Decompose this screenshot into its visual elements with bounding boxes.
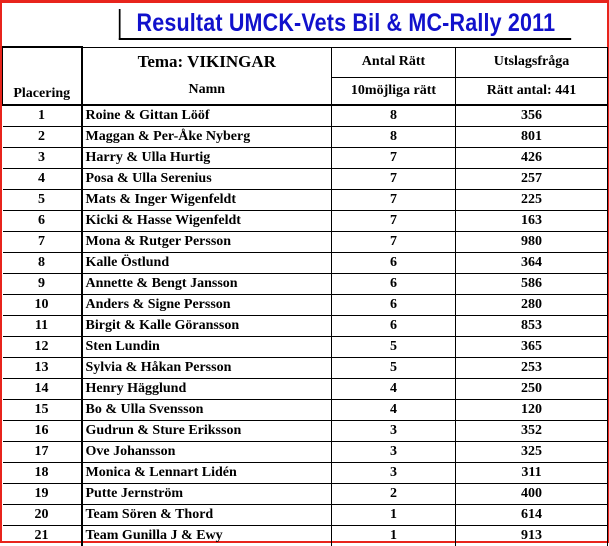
namn-cell: Roine & Gittan Lööf <box>82 105 332 127</box>
table-row <box>3 189 608 210</box>
antal-cell: 5 <box>332 357 456 378</box>
placering-cell: 16 <box>3 420 82 441</box>
utslag-cell: 225 <box>456 189 608 210</box>
corner-cell <box>3 3 82 47</box>
namn-cell: Team Gunilla J & Ewy <box>82 525 332 546</box>
sheet-title-text: Resultat UMCK-Vets Bil & MC-Rally 2011 <box>118 9 570 40</box>
placering-cell: 12 <box>3 336 82 357</box>
utslag-cell: 257 <box>456 168 608 189</box>
namn-header: Namn <box>82 77 332 105</box>
namn-cell: Bo & Ulla Svensson <box>82 399 332 420</box>
utslag-cell: 365 <box>456 336 608 357</box>
antal-cell: 8 <box>332 126 456 147</box>
namn-cell: Kalle Östlund <box>82 252 332 273</box>
utslagsfraga-header: Utslagsfråga <box>456 47 608 77</box>
placering-cell: 13 <box>3 357 82 378</box>
utslag-cell: 120 <box>456 399 608 420</box>
antal-cell: 7 <box>332 189 456 210</box>
utslag-cell: 280 <box>456 294 608 315</box>
antal-cell: 1 <box>332 504 456 525</box>
tema-header: Tema: VIKINGAR <box>82 47 332 77</box>
antal-cell: 3 <box>332 420 456 441</box>
table-row <box>3 273 608 294</box>
namn-cell: Anders & Signe Persson <box>82 294 332 315</box>
namn-cell: Posa & Ulla Serenius <box>82 168 332 189</box>
table-row <box>3 441 608 462</box>
namn-cell: Maggan & Per-Åke Nyberg <box>82 126 332 147</box>
table-row <box>3 357 608 378</box>
namn-cell: Mona & Rutger Persson <box>82 231 332 252</box>
table-row <box>3 462 608 483</box>
utslag-cell: 426 <box>456 147 608 168</box>
table-row <box>3 420 608 441</box>
antal-cell: 6 <box>332 273 456 294</box>
antal-cell: 7 <box>332 168 456 189</box>
utslag-cell: 853 <box>456 315 608 336</box>
namn-cell: Putte Jernström <box>82 483 332 504</box>
sheet-title <box>82 3 608 47</box>
utslag-cell: 356 <box>456 105 608 127</box>
placering-cell: 7 <box>3 231 82 252</box>
utslag-cell: 400 <box>456 483 608 504</box>
table-row <box>3 525 608 546</box>
utslag-cell: 801 <box>456 126 608 147</box>
utslag-cell: 325 <box>456 441 608 462</box>
table-row <box>3 126 608 147</box>
table-row <box>3 336 608 357</box>
placering-cell: 3 <box>3 147 82 168</box>
results-table <box>2 3 608 546</box>
table-row <box>3 504 608 525</box>
utslag-cell: 253 <box>456 357 608 378</box>
placering-cell: 2 <box>3 126 82 147</box>
utslag-cell: 614 <box>456 504 608 525</box>
namn-cell: Gudrun & Sture Eriksson <box>82 420 332 441</box>
antal-cell: 6 <box>332 315 456 336</box>
antal-cell: 6 <box>332 294 456 315</box>
table-row <box>3 483 608 504</box>
utslag-cell: 980 <box>456 231 608 252</box>
table-row <box>3 378 608 399</box>
antal-cell: 3 <box>332 462 456 483</box>
namn-cell: Mats & Inger Wigenfeldt <box>82 189 332 210</box>
antal-cell: 2 <box>332 483 456 504</box>
antal-cell: 7 <box>332 231 456 252</box>
placering-header: Placering <box>3 47 82 105</box>
utslag-cell: 364 <box>456 252 608 273</box>
table-row <box>3 168 608 189</box>
antal-cell: 8 <box>332 105 456 127</box>
table-row <box>3 399 608 420</box>
mojliga-header: 10möjliga rätt <box>332 77 456 105</box>
antal-cell: 6 <box>332 252 456 273</box>
title-row <box>3 3 608 47</box>
utslag-cell: 250 <box>456 378 608 399</box>
ratt-antal-header: Rätt antal: 441 <box>456 77 608 105</box>
utslag-cell: 586 <box>456 273 608 294</box>
utslag-cell: 311 <box>456 462 608 483</box>
placering-cell: 20 <box>3 504 82 525</box>
namn-cell: Annette & Bengt Jansson <box>82 273 332 294</box>
antal-cell: 4 <box>332 399 456 420</box>
antal-cell: 7 <box>332 210 456 231</box>
utslag-cell: 163 <box>456 210 608 231</box>
utslag-cell: 913 <box>456 525 608 546</box>
table-row <box>3 105 608 127</box>
namn-cell: Team Sören & Thord <box>82 504 332 525</box>
table-row <box>3 147 608 168</box>
namn-row <box>3 77 608 105</box>
placering-cell: 4 <box>3 168 82 189</box>
table-row <box>3 294 608 315</box>
namn-cell: Monica & Lennart Lidén <box>82 462 332 483</box>
placering-cell: 10 <box>3 294 82 315</box>
antal-cell: 5 <box>332 336 456 357</box>
placering-cell: 1 <box>3 105 82 127</box>
antal-ratt-header: Antal Rätt <box>332 47 456 77</box>
placering-cell: 6 <box>3 210 82 231</box>
namn-cell: Henry Hägglund <box>82 378 332 399</box>
antal-cell: 4 <box>332 378 456 399</box>
namn-cell: Kicki & Hasse Wigenfeldt <box>82 210 332 231</box>
placering-cell: 17 <box>3 441 82 462</box>
utslag-cell: 352 <box>456 420 608 441</box>
placering-cell: 19 <box>3 483 82 504</box>
namn-cell: Ove Johansson <box>82 441 332 462</box>
placering-cell: 11 <box>3 315 82 336</box>
namn-cell: Birgit & Kalle Göransson <box>82 315 332 336</box>
placering-cell: 8 <box>3 252 82 273</box>
namn-cell: Harry & Ulla Hurtig <box>82 147 332 168</box>
antal-cell: 7 <box>332 147 456 168</box>
placering-cell: 5 <box>3 189 82 210</box>
placering-cell: 9 <box>3 273 82 294</box>
table-row <box>3 231 608 252</box>
placering-cell: 21 <box>3 525 82 546</box>
antal-cell: 3 <box>332 441 456 462</box>
table-row <box>3 315 608 336</box>
table-row <box>3 252 608 273</box>
table-row <box>3 210 608 231</box>
antal-cell: 1 <box>332 525 456 546</box>
namn-cell: Sten Lundin <box>82 336 332 357</box>
namn-cell: Sylvia & Håkan Persson <box>82 357 332 378</box>
placering-cell: 14 <box>3 378 82 399</box>
placering-cell: 18 <box>3 462 82 483</box>
tema-row <box>3 47 608 77</box>
placering-cell: 15 <box>3 399 82 420</box>
